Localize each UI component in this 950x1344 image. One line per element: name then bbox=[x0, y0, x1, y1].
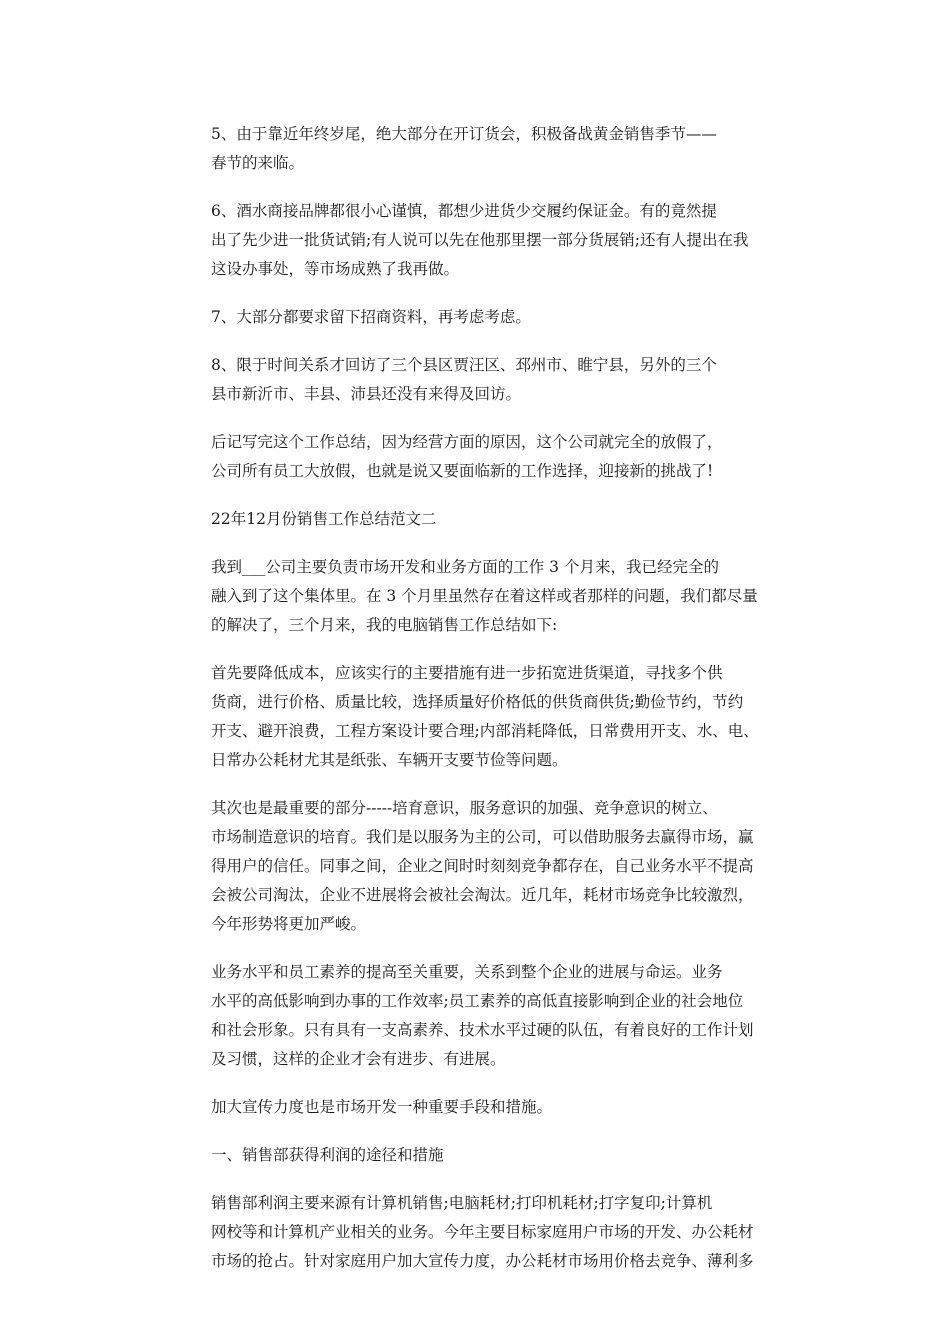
paragraph-line: 我到___公司主要负责市场开发和业务方面的工作 3 个月来，我已经完全的 bbox=[211, 558, 719, 576]
paragraph bbox=[180, 351, 770, 409]
paragraph-line: 22年12月份销售工作总结范文二 bbox=[211, 510, 437, 528]
paragraph bbox=[180, 197, 770, 284]
paragraph-line: 会被公司淘汰，企业不进展将会被社会淘汰。近几年，耗材市场竞争比较激烈， bbox=[211, 886, 754, 904]
paragraph-line: 7、大部分都要求留下招商资料，再考虑考虑。 bbox=[211, 308, 531, 326]
paragraph-line: 6、酒水商接品牌都很小心谨慎，都想少进货少交履约保证金。有的竟然提 bbox=[211, 202, 717, 220]
paragraph-line: 市场制造意识的培育。我们是以服务为主的公司，可以借助服务去赢得市场，赢 bbox=[211, 828, 754, 846]
paragraph bbox=[180, 303, 770, 332]
paragraph-line: 其次也是最重要的部分-----培育意识，服务意识的加强、竞争意识的树立、 bbox=[211, 799, 718, 817]
paragraph bbox=[180, 958, 770, 1074]
paragraph-line: 业务水平和员工素养的提高至关重要，关系到整个企业的进展与命运。业务 bbox=[211, 963, 723, 981]
paragraph-line: 的解决了，三个月来，我的电脑销售工作总结如下: bbox=[211, 616, 558, 634]
paragraph-line: 货商，进行价格、质量比较，选择质量好价格低的供货商供货;勤俭节约，节约 bbox=[211, 693, 744, 711]
paragraph-line: 加大宣传力度也是市场开发一种重要手段和措施。 bbox=[211, 1098, 553, 1116]
paragraph-line: 县市新沂市、丰县、沛县还没有来得及回访。 bbox=[211, 385, 522, 403]
paragraph-line: 网校等和计算机产业相关的业务。今年主要目标家庭用户市场的开发、办公耗材 bbox=[211, 1223, 754, 1241]
paragraph-line: 8、限于时间关系才回访了三个县区贾汪区、邳州市、睢宁县，另外的三个 bbox=[211, 356, 717, 374]
paragraph-line: 出了先少进一批货试销;有人说可以先在他那里摆一部分货展销;还有人提出在我 bbox=[211, 231, 749, 249]
paragraph bbox=[180, 794, 770, 939]
paragraph-line: 销售部利润主要来源有计算机销售;电脑耗材;打印机耗材;打字复印;计算机 bbox=[211, 1194, 713, 1212]
paragraph-line: 今年形势将更加严峻。 bbox=[211, 915, 367, 933]
paragraph-line: 开支、避开浪费，工程方案设计要合理;内部消耗降低，日常费用开支、水、电、 bbox=[211, 722, 759, 740]
paragraph-line: 后记写完这个工作总结，因为经营方面的原因，这个公司就完全的放假了， bbox=[211, 433, 723, 451]
paragraph bbox=[180, 505, 770, 534]
paragraph bbox=[180, 120, 770, 178]
paragraph-line: 公司所有员工大放假，也就是说又要面临新的工作选择，迎接新的挑战了! bbox=[211, 462, 714, 480]
paragraph-line: 日常办公耗材尤其是纸张、车辆开支要节俭等问题。 bbox=[211, 751, 568, 769]
paragraph-line: 市场的抢占。针对家庭用户加大宣传力度，办公耗材市场用价格去竞争、薄利多 bbox=[211, 1252, 754, 1270]
paragraph-line: 及习惯，这样的企业才会有进步、有进展。 bbox=[211, 1050, 506, 1068]
paragraph bbox=[180, 659, 770, 775]
paragraph-line: 融入到了这个集体里。在 3 个月里虽然存在着这样或者那样的问题，我们都尽量 bbox=[211, 587, 758, 605]
paragraph bbox=[180, 428, 770, 486]
paragraph bbox=[180, 1189, 770, 1276]
paragraph-line: 和社会形象。只有具有一支高素养、技术水平过硬的队伍，有着良好的工作计划 bbox=[211, 1021, 754, 1039]
paragraph-line: 这设办事处，等市场成熟了我再做。 bbox=[211, 260, 460, 278]
paragraph-line: 首先要降低成本，应该实行的主要措施有进一步拓宽进货渠道，寻找多个供 bbox=[211, 664, 723, 682]
paragraph bbox=[180, 1093, 770, 1122]
paragraph bbox=[180, 1141, 770, 1170]
paragraph-line: 得用户的信任。同事之间，企业之间时时刻刻竞争都存在，自己业务水平不提高 bbox=[211, 857, 754, 875]
paragraph-line: 水平的高低影响到办事的工作效率;员工素养的高低直接影响到企业的社会地位 bbox=[211, 992, 744, 1010]
paragraph-line: 一、销售部获得利润的途径和措施 bbox=[211, 1146, 444, 1164]
paragraph-line: 5、由于靠近年终岁尾，绝大部分在开订货会，积极备战黄金销售季节—— bbox=[211, 125, 717, 143]
document-body bbox=[180, 120, 770, 1295]
paragraph-line: 春节的来临。 bbox=[211, 154, 305, 172]
paragraph bbox=[180, 553, 770, 640]
